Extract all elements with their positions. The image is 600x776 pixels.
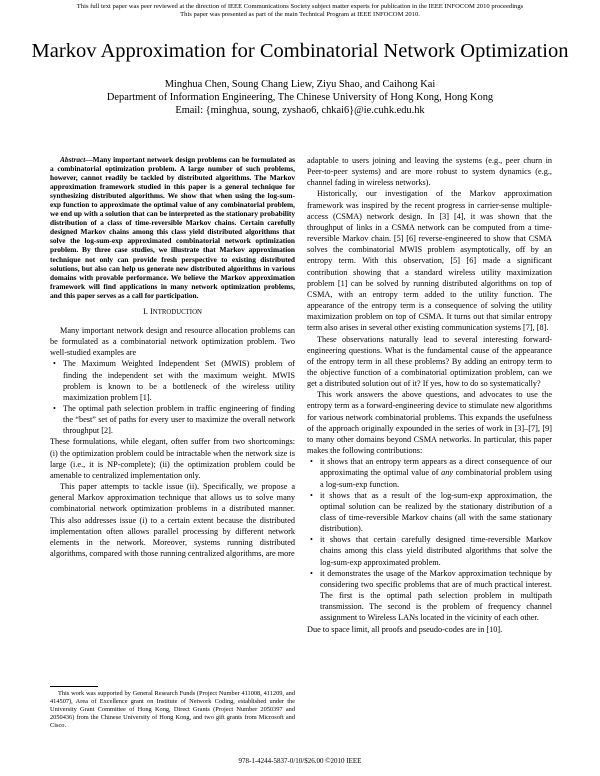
bullet-icon: • xyxy=(310,535,313,545)
right-paragraph-5: Due to space limit, all proofs and pseudo-codes are in [10]. xyxy=(307,624,503,634)
examples-list xyxy=(50,358,295,436)
contribution-1-text-end: combinatorial problem using a log-sum-exp function. xyxy=(320,468,552,489)
right-column xyxy=(307,155,552,635)
list-item xyxy=(307,490,552,535)
example-path-selection: The optimal path selection problem in traffic engineering of finding the “best” set of paths for every user to maximize the overall network throughput [2]. xyxy=(63,404,295,436)
funding-footnote: This work was supported by General Research Funds (Project Number 411008, 411209, and 414507), Area of Excellence grant on Institute of Network Coding, established under the University Grant Committee of Hong Kong, Direct Grants (Project Number 2050397 and 2050436) from the Chinese University of Hong Kong, and two gift grants from Microsoft and Cisco. xyxy=(50,690,295,729)
contribution-4: it demonstrates the usage of the Markov approximation technique by considering two specific problems that are of much practical interest. The first is the optimal path selection problem in multipath transmission. The second is the problem of frequency channel assignment to Wireless LANs located in the vicinity of each other. xyxy=(320,568,552,623)
right-paragraph-3: These observations naturally lead to several interesting forward-engineering questions. What is the fundamental cause of the appearance of the entropy term in all these problems? By adding an entropy term to the objective function of a combinatorial optimization problem, can we get a distributed solution out of it? If yes, how to do so systematically? xyxy=(307,334,552,389)
right-paragraph-2: Historically, our investigation of the Markov approximation framework was inspired by the recent progress in carrier-sense multiple-access (CSMA) network design. In [3] [4], it was shown that the throughput of links in a CSMA network can be computed from a time-reversible Markov chain. [5] [6] reverse-engineered to show that CSMA solves the combinatorial MWIS problem asymptotically, off by an entropy term. With this observation, [5] [6] made a significant contribution showing that a standard wireless utility maximization problem [1] can be solved by running distributed algorithms on top of CSMA, with an entropy term added to the utility function. The appearance of the entropy term is a consequence of solving the utility maximization problem on top of CSMA. It turns out that similar entropy term also arises in several other existing communication systems [7], [8]. xyxy=(307,189,552,333)
email-line: Email: {minghua, soung, zyshao6, chkai6}@ie.cuhk.edu.hk xyxy=(175,105,425,116)
presentation-notice: This paper was presented as part of the main Technical Program at IEEE INFOCOM 2010. xyxy=(180,11,420,18)
abstract xyxy=(50,155,295,300)
contribution-1 xyxy=(320,457,552,488)
paper-title: Markov Approximation for Combinatorial Network Optimization xyxy=(31,40,569,62)
section-heading-introduction xyxy=(50,306,295,318)
intro-paragraph-1: Many important network design and resource allocation problems can be formulated as a combinatorial network optimization problem. Two well-studied examples are xyxy=(50,325,295,358)
section-title-initial: I xyxy=(150,306,153,316)
example-mwis: The Maximum Weighted Independent Set (MWIS) problem of finding the independent set with the maximum weight. MWIS problem is known to be a bottleneck of the wireless utility maximization problem [1]. xyxy=(63,359,295,402)
contribution-2: it shows that as a result of the log-sum-exp approximation, the optimal solution can be realized by the stationary distribution of a class of time-reversible Markov chains (all with the same stationary distribution). xyxy=(320,490,552,534)
list-item xyxy=(307,568,552,624)
section-title-rest: NTRODUCTION xyxy=(152,308,202,316)
section-numeral: I. xyxy=(143,306,148,316)
left-column xyxy=(50,155,295,559)
bullet-icon: • xyxy=(310,457,313,467)
intro-paragraph-2: These formulations, while elegant, often suffer from two shortcomings: (i) the optimization problem could be intractable when the network size is large (i.e., it is NP-complete); (ii) the optimization problem could be amenable to centralized implementation only. xyxy=(50,437,295,480)
right-paragraph-1: adaptable to users joining and leaving the systems (e.g., peer churn in Peer-to-peer systems) and are more robust to system dynamics (e.g., channel fading in wireless networks). xyxy=(307,156,552,188)
list-item xyxy=(307,456,552,489)
abstract-text: —Many important network design problems can be formulated as a combinatorial optimization problem. A large number of such problems, however, cannot readily be tackled by distributed algorithms. The Markov approximation framework studied in this paper is a general technique for synthesizing distributed algorithms. We show that when using the log-sum-exp function to approximate the optimal value of any combinatorial problem, we end up with a solution that can be interpreted as the stationary probability distribution of a class of time-reversible Markov chains. Certain carefully designed Markov chains among this class yield distributed algorithms that solve the log-sum-exp approximated combinatorial network optimization problem. By three case studies, we illustrate that Markov approximation technique not only can provide fresh perspective to existing distributed solutions, but also can help us generate new distributed algorithms in various domains with provable performance. We believe the Markov approximation framework will find applications in many network optimization problems, and this paper serves as a call for participation. xyxy=(50,155,295,300)
contribution-3: it shows that certain carefully designed time-reversible Markov chains among this class yield distributed algorithms that solve the log-sum-exp approximated problem. xyxy=(320,535,552,567)
contribution-1-emphasis: any xyxy=(441,468,454,478)
bullet-icon: • xyxy=(53,404,56,413)
bullet-icon: • xyxy=(53,359,56,369)
contributions-list xyxy=(307,456,552,623)
contribution-1-text: it shows that an entropy term appears as a direct consequence of our approximating the optimal value of xyxy=(320,457,552,478)
footnote-rule xyxy=(50,686,98,687)
copyright-notice: 978-1-4244-5837-0/10/$26.00 ©2010 IEEE xyxy=(238,757,362,765)
author-list: Minghua Chen, Soung Chang Liew, Ziyu Shao, and Caihong Kai xyxy=(164,79,436,90)
right-paragraph-4: This work answers the above questions, and advocates to use the entropy term as a forward-engineering device to stimulate new algorithms for various network combinatorial problems. This expands the usefulness of the approach originally expounded in the series of work in [3]–[7], [9] to many other domains beyond CSMA networks. In particular, this paper makes the following contributions: xyxy=(307,390,552,456)
list-item xyxy=(307,534,552,567)
intro-paragraph-3: This paper attempts to tackle issue (ii). Specifically, we propose a general Markov approximation technique that allows us to solve many combinatorial network optimization problems in a distributed manner. This also addresses issue (i) to a certain extent because the distributed implementation often allows parallel processing by different network elements in the network. Moreover, systems running distributed algorithms, compared with those running centralized algorithms, are more xyxy=(50,482,295,559)
bullet-icon: • xyxy=(310,568,313,578)
affiliation: Department of Information Engineering, The Chinese University of Hong Kong, Hong Kong xyxy=(106,92,494,103)
list-item xyxy=(50,403,295,436)
abstract-label: Abstract xyxy=(60,155,86,164)
peer-review-notice: This full text paper was peer reviewed at the direction of IEEE Communications Society subject matter experts for publication in the IEEE INFOCOM 2010 proceedings xyxy=(76,3,524,10)
bullet-icon: • xyxy=(310,490,313,500)
list-item xyxy=(50,358,295,403)
